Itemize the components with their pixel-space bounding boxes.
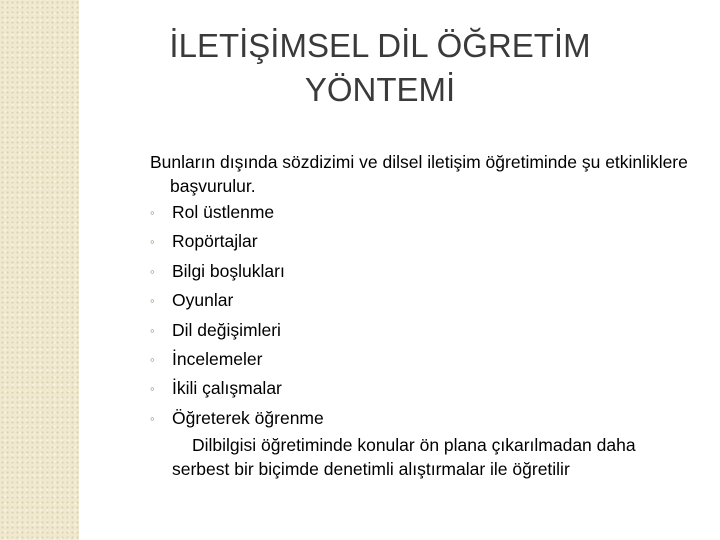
list-item [150, 374, 695, 403]
list-item [150, 404, 695, 433]
list-item-text: Öğreterek öğrenme [172, 407, 324, 428]
bullet-icon: ◦ [150, 381, 155, 397]
list-item-text: Bilgi boşlukları [172, 260, 285, 281]
slide-title-line-1: İLETİŞİMSEL DİL ÖĞRETİM [169, 27, 591, 64]
bullet-icon: ◦ [150, 263, 155, 279]
list-item-text: İkili çalışmalar [172, 378, 282, 399]
list-item [150, 286, 695, 315]
intro-paragraph: Bunların dışında sözdizimi ve dilsel iletişim öğretiminde şu etkinliklere başvurulur. [150, 152, 688, 196]
bullet-icon: ◦ [150, 410, 155, 426]
activity-list [150, 198, 695, 433]
list-item [150, 198, 695, 227]
bullet-icon: ◦ [150, 322, 155, 338]
slide-title-line-2: YÖNTEMİ [304, 71, 456, 108]
bullet-icon: ◦ [150, 205, 155, 220]
decorative-side-strip [0, 0, 79, 540]
list-item [150, 345, 695, 374]
list-item-text: Dil değişimleri [172, 319, 281, 340]
closing-paragraph: Dilbilgisi öğretiminde konular ön plana çıkarılmadan daha serbest bir biçimde denetimli alıştırmalar ile öğretilir [172, 435, 636, 480]
slide-title [120, 24, 640, 112]
list-item-text: Rol üstlenme [172, 202, 275, 222]
list-item-text: İncelemeler [172, 348, 263, 369]
bullet-icon: ◦ [150, 293, 155, 309]
list-item-text: Ropörtajlar [172, 231, 258, 252]
list-item [150, 257, 695, 286]
bullet-icon: ◦ [150, 234, 155, 250]
list-item [150, 227, 695, 256]
bullet-icon: ◦ [150, 351, 155, 367]
slide-body [150, 150, 695, 481]
list-item [150, 316, 695, 345]
list-item-text: Oyunlar [172, 290, 234, 311]
